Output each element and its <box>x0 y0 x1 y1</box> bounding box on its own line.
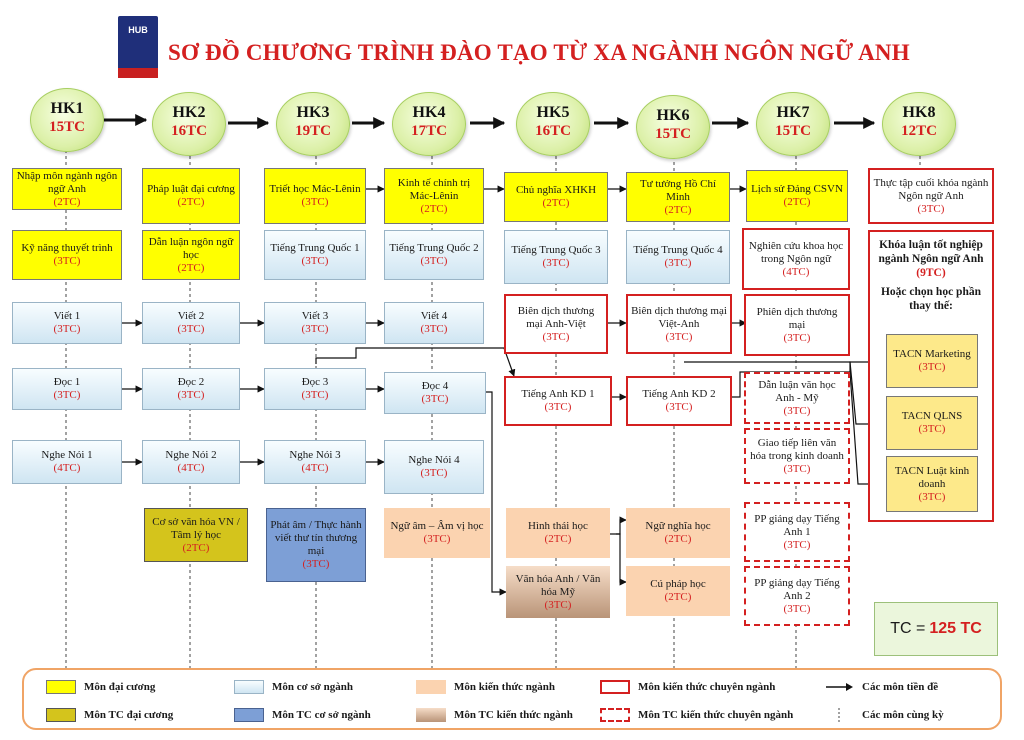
course-credits: (2TC) <box>177 196 205 208</box>
legend-label: Các môn tiền đề <box>862 681 939 693</box>
total-label: TC = <box>890 620 926 637</box>
course-name: Phát âm / Thực hành viết thư tín thương mại <box>270 519 362 557</box>
course-name: Ngữ nghĩa học <box>645 520 711 532</box>
course-nhap-mon-ngon-ngu-anh <box>12 168 122 210</box>
semester-hk3 <box>276 92 350 156</box>
course-credits: (3TC) <box>917 202 945 215</box>
university-logo <box>118 16 158 78</box>
legend-label: Môn kiến thức chuyên ngành <box>638 681 776 693</box>
legend-swatch <box>234 708 264 722</box>
legend-swatch <box>600 680 630 694</box>
course-name: Giao tiếp liên văn hóa trong kinh doanh <box>750 436 844 462</box>
semester-name: HK5 <box>536 104 570 121</box>
course-name: Chủ nghĩa XHKH <box>515 184 597 196</box>
legend-same-semester <box>824 708 944 722</box>
course-tacn-luat-kinh-doanh <box>886 456 978 512</box>
course-name: Nghe Nói 4 <box>408 454 460 466</box>
course-credits: (3TC) <box>301 389 329 401</box>
semester-name: HK1 <box>50 100 84 117</box>
thesis-alternative-note: Hoặc chọn học phần thay thế: <box>880 286 981 312</box>
legend-foundation <box>234 680 353 694</box>
legend-foundation-elective <box>234 708 371 722</box>
course-credits: (3TC) <box>542 257 570 269</box>
course-credits: (3TC) <box>783 602 811 615</box>
course-tieng-trung-quoc-2 <box>384 230 484 280</box>
course-name: Thực tập cuối khóa ngành Ngôn ngữ Anh <box>873 176 989 202</box>
course-dan-luan-ngon-ngu-hoc <box>142 230 240 280</box>
course-phien-dich-thuong-mai <box>744 294 850 356</box>
total-credits <box>874 602 998 656</box>
course-ngu-nghia-hoc <box>626 508 730 558</box>
course-credits: (3TC) <box>918 361 946 373</box>
course-credits: (3TC) <box>783 404 811 417</box>
course-credits: (3TC) <box>177 389 205 401</box>
course-pp-giang-day-2 <box>744 566 850 626</box>
semester-hk5 <box>516 92 590 156</box>
course-name: TACN Luật kinh doanh <box>894 464 970 490</box>
course-viet-1 <box>12 302 122 344</box>
course-van-hoa-anh-my <box>506 566 610 618</box>
course-tieng-anh-kd-1 <box>504 376 612 426</box>
course-credits: (3TC) <box>423 533 451 545</box>
course-name: Nghe Nói 1 <box>41 449 93 461</box>
course-name: Pháp luật đại cương <box>147 183 235 195</box>
course-credits: (3TC) <box>783 538 811 551</box>
course-chu-nghia-xhkh <box>504 172 608 222</box>
course-name: Viết 4 <box>420 310 448 322</box>
course-credits: (3TC) <box>53 255 81 267</box>
legend-label: Môn TC đại cương <box>84 709 174 721</box>
course-credits: (3TC) <box>664 257 692 269</box>
course-viet-2 <box>142 302 240 344</box>
course-name: TACN QLNS <box>901 410 963 422</box>
course-credits: (3TC) <box>177 323 205 335</box>
course-credits: (4TC) <box>301 462 329 474</box>
legend-label: Môn TC kiến thức ngành <box>454 709 573 721</box>
course-credits: (3TC) <box>783 462 811 475</box>
legend-label: Môn kiến thức ngành <box>454 681 556 693</box>
course-ky-nang-thuyet-trinh <box>12 230 122 280</box>
legend-general <box>46 680 155 694</box>
semester-credits: 19TC <box>295 123 331 139</box>
course-triet-hoc-mac-lenin <box>264 168 366 224</box>
legend-swatch <box>416 680 446 694</box>
course-name: Nghiên cứu khoa học trong Ngôn ngữ <box>748 239 844 265</box>
course-tieng-trung-quoc-3 <box>504 230 608 284</box>
course-name: Hình thái học <box>528 520 588 532</box>
semester-name: HK6 <box>656 107 690 124</box>
total-value: 125 TC <box>929 620 982 637</box>
thesis-title-text: Khóa luận tốt nghiệp ngành Ngôn ngữ Anh <box>878 239 984 265</box>
diagram-title: SƠ ĐỒ CHƯƠNG TRÌNH ĐÀO TẠO TỪ XA NGÀNH NGÔN NGỮ ANH <box>168 40 910 65</box>
semester-name: HK4 <box>412 104 446 121</box>
course-credits: (3TC) <box>783 331 811 344</box>
semester-hk8 <box>882 92 956 156</box>
course-credits: (2TC) <box>664 203 692 216</box>
semester-credits: 16TC <box>171 123 207 139</box>
logo-text: HUB <box>128 25 148 35</box>
course-credits: (3TC) <box>420 255 448 267</box>
course-credits: (2TC) <box>542 197 570 209</box>
course-credits: (3TC) <box>302 558 330 570</box>
semester-credits: 15TC <box>775 123 811 139</box>
arrow-icon <box>824 680 854 694</box>
course-nghe-noi-1 <box>12 440 122 484</box>
thesis-credits: (9TC) <box>916 267 946 279</box>
course-name: Tư tưởng Hồ Chí Minh <box>639 177 717 203</box>
course-nghien-cuu-khoa-hoc <box>742 228 850 290</box>
thesis-title <box>870 238 992 280</box>
course-credits: (4TC) <box>177 462 205 474</box>
course-credits: (3TC) <box>53 323 81 335</box>
course-credits: (3TC) <box>301 323 329 335</box>
course-name: Cơ sở văn hóa VN / Tâm lý học <box>152 515 240 541</box>
course-thuc-tap-cuoi-khoa <box>868 168 994 224</box>
course-name: Viết 2 <box>177 310 205 322</box>
course-name: Viết 3 <box>301 310 329 322</box>
semester-credits: 15TC <box>655 126 691 142</box>
course-credits: (3TC) <box>542 330 570 343</box>
semester-credits: 12TC <box>901 123 937 139</box>
course-credits: (3TC) <box>301 196 329 208</box>
course-name: Tiếng Trung Quốc 4 <box>633 244 723 256</box>
semester-hk2 <box>152 92 226 156</box>
course-credits: (2TC) <box>182 541 210 554</box>
legend-swatch <box>600 708 630 722</box>
course-credits: (3TC) <box>420 323 448 335</box>
course-name: Tiếng Trung Quốc 1 <box>270 242 360 254</box>
course-name: Biên dịch thương mại Việt-Anh <box>631 304 727 330</box>
course-name: Đọc 4 <box>421 380 449 392</box>
course-lich-su-dang <box>746 170 848 222</box>
course-viet-4 <box>384 302 484 344</box>
semester-name: HK8 <box>902 104 936 121</box>
legend-label: Các môn cùng kỳ <box>862 709 944 721</box>
legend-label: Môn đại cương <box>84 681 156 693</box>
course-name: Triết học Mác-Lênin <box>269 183 361 195</box>
semester-credits: 15TC <box>49 119 85 135</box>
course-name: Biên dịch thương mại Anh-Việt <box>517 304 595 330</box>
course-doc-2 <box>142 368 240 410</box>
course-doc-1 <box>12 368 122 410</box>
course-name: Nghe Nói 3 <box>289 449 341 461</box>
course-hinh-thai-hoc <box>506 508 610 558</box>
course-name: Nghe Nói 2 <box>165 449 217 461</box>
legend-swatch <box>46 708 76 722</box>
semester-credits: 17TC <box>411 123 447 139</box>
course-name: TACN Marketing <box>893 348 971 360</box>
course-doc-4 <box>384 372 486 414</box>
course-credits: (3TC) <box>301 255 329 267</box>
legend-specialized-elective <box>600 708 793 722</box>
course-name: PP giảng dạy Tiếng Anh 1 <box>754 512 840 538</box>
course-name: Viết 1 <box>53 310 81 322</box>
course-name: Cú pháp học <box>650 578 706 590</box>
course-credits: (2TC) <box>664 533 692 545</box>
course-credits: (2TC) <box>783 196 811 208</box>
semester-credits: 16TC <box>535 123 571 139</box>
course-nghe-noi-4 <box>384 440 484 494</box>
course-credits: (2TC) <box>420 202 448 215</box>
course-bien-dich-anh-viet <box>504 294 608 354</box>
course-credits: (3TC) <box>53 389 81 401</box>
course-name: Kỹ năng thuyết trình <box>21 242 113 254</box>
course-credits: (3TC) <box>420 467 448 479</box>
course-tieng-anh-kd-2 <box>626 376 732 426</box>
course-giao-tiep-lien-van-hoa <box>744 428 850 484</box>
course-name: Tiếng Anh KD 1 <box>521 388 595 400</box>
logo-band <box>118 68 158 78</box>
legend <box>22 668 1002 730</box>
course-name: Nhập môn ngành ngôn ngữ Anh <box>16 169 118 195</box>
course-credits: (4TC) <box>782 265 810 278</box>
course-name: Dẫn luận ngôn ngữ học <box>148 235 234 261</box>
course-name: Tiếng Trung Quốc 3 <box>511 244 601 256</box>
course-name: Đọc 2 <box>177 376 205 388</box>
course-credits: (2TC) <box>53 195 81 208</box>
course-credits: (3TC) <box>544 598 572 611</box>
semester-name: HK2 <box>172 104 206 121</box>
course-name: Dẫn luận văn học Anh - Mỹ <box>758 378 836 404</box>
course-nghe-noi-2 <box>142 440 240 484</box>
course-bien-dich-viet-anh <box>626 294 732 354</box>
course-name: Tiếng Trung Quốc 2 <box>389 242 479 254</box>
legend-swatch <box>234 680 264 694</box>
semester-hk4 <box>392 92 466 156</box>
legend-swatch <box>46 680 76 694</box>
course-cu-phap-hoc <box>626 566 730 616</box>
course-credits: (3TC) <box>918 423 946 435</box>
course-name: Văn hóa Anh / Văn hóa Mỹ <box>515 572 601 598</box>
course-tacn-qlns <box>886 396 978 450</box>
course-name: Đọc 1 <box>53 376 81 388</box>
course-credits: (3TC) <box>544 401 572 413</box>
course-credits: (2TC) <box>177 261 205 274</box>
course-name: PP giảng dạy Tiếng Anh 2 <box>754 576 840 602</box>
course-name: Kinh tế chính trị Mác-Lênin <box>397 176 471 202</box>
semester-name: HK7 <box>776 104 810 121</box>
course-tu-tuong-hcm <box>626 172 730 222</box>
legend-label: Môn cơ sở ngành <box>272 681 353 693</box>
course-name: Lịch sử Đảng CSVN <box>751 183 843 195</box>
course-credits: (2TC) <box>664 591 692 603</box>
course-viet-3 <box>264 302 366 344</box>
course-credits: (4TC) <box>53 462 81 474</box>
semester-hk6 <box>636 95 710 159</box>
semester-name: HK3 <box>296 104 330 121</box>
legend-major <box>416 680 555 694</box>
semester-hk1 <box>30 88 104 152</box>
course-doc-3 <box>264 368 366 410</box>
course-phap-luat-dai-cuong <box>142 168 240 224</box>
course-co-so-van-hoa-tam-ly-hoc <box>144 508 248 562</box>
course-ngu-am-am-vi-hoc <box>384 508 490 558</box>
course-tieng-trung-quoc-1 <box>264 230 366 280</box>
legend-label: Môn TC kiến thức chuyên ngành <box>638 709 794 721</box>
legend-swatch <box>416 708 446 722</box>
semester-hk7 <box>756 92 830 156</box>
legend-prerequisite <box>824 680 938 694</box>
course-phat-am-thuc-hanh-viet-thu <box>266 508 366 582</box>
course-name: Phiên dịch thương mại <box>756 305 838 331</box>
course-name: Tiếng Anh KD 2 <box>642 388 716 400</box>
course-kinh-te-chinh-tri <box>384 168 484 224</box>
course-pp-giang-day-1 <box>744 502 850 562</box>
course-dan-luan-van-hoc <box>744 372 850 424</box>
legend-major-elective <box>416 708 573 722</box>
course-credits: (3TC) <box>918 490 946 503</box>
course-name: Ngữ âm – Âm vị học <box>390 520 484 532</box>
course-credits: (3TC) <box>665 330 693 343</box>
legend-specialized <box>600 680 775 694</box>
course-credits: (3TC) <box>665 401 693 413</box>
dotted-line-icon <box>824 708 854 722</box>
legend-general-elective <box>46 708 173 722</box>
course-nghe-noi-3 <box>264 440 366 484</box>
course-tacn-marketing <box>886 334 978 388</box>
course-credits: (3TC) <box>421 393 449 405</box>
legend-label: Môn TC cơ sở ngành <box>272 709 371 721</box>
course-credits: (2TC) <box>544 533 572 545</box>
course-tieng-trung-quoc-4 <box>626 230 730 284</box>
course-name: Đọc 3 <box>301 376 329 388</box>
